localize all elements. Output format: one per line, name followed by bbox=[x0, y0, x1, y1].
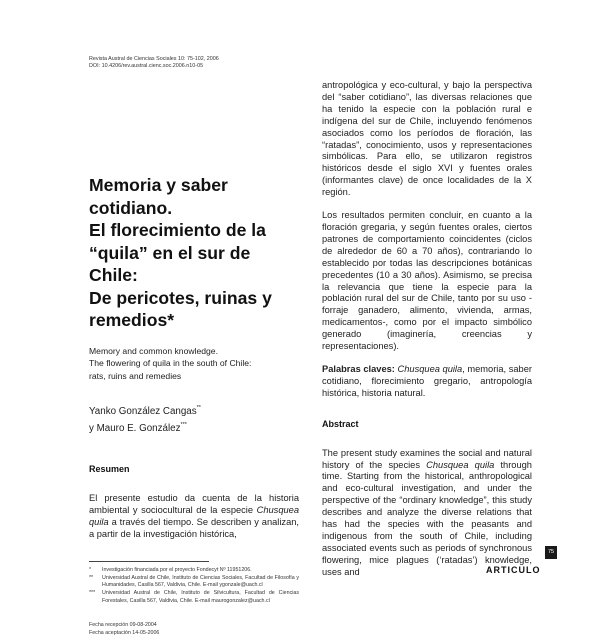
english-title bbox=[89, 345, 299, 383]
species-name: Chusquea quila bbox=[426, 459, 495, 470]
doi-line: DOI: 10.4206/rev.austral.cienc.soc.2006.n10-05 bbox=[89, 63, 204, 69]
title-line: “quila” en el sur de Chile: bbox=[89, 242, 251, 285]
title-line: De pericotes, ruinas y bbox=[89, 287, 272, 308]
species-name: Chusquea quila bbox=[89, 505, 299, 527]
title-line: Memoria y saber bbox=[89, 175, 228, 195]
keywords-label: Palabras claves: bbox=[322, 363, 398, 374]
title-line: remedios* bbox=[89, 310, 175, 330]
authors-block bbox=[89, 402, 299, 435]
submission-dates bbox=[89, 621, 299, 637]
page-number-badge: 75 bbox=[545, 546, 557, 559]
abstract-text: The present study examines the social and natural history of the species Chusquea quila through time. Starting from the historical, anthropological and eco-cultural investigation, and under the perspective of the “ordinary knowledge”, this study describes and analyze the diverse relations that has had the species with the peasants and indigenous from the south of Chile, including associated events such as periods of synchronous flowering, mice plagues (‘ratadas’) knowledge, uses and bbox=[322, 447, 532, 577]
footnote: * Investigación financiada por el proyecto Fondecyt Nº 11951206. bbox=[89, 566, 252, 573]
author-2-footnote-mark: *** bbox=[180, 421, 187, 428]
footnote-mark: * bbox=[89, 566, 92, 573]
author-1: Yanko González Cangas** bbox=[89, 405, 201, 417]
footnotes bbox=[89, 567, 299, 605]
journal-citation: Revista Austral de Ciencias Sociales 10: 75-102, 2006 bbox=[89, 56, 219, 62]
footnote: ** Universidad Austral de Chile, Instituto de Ciencias Sociales, Facultad de Filosofía y Humanidades, Casilla 567, Valdivia, Chile. E-mail ygonzale@uach.cl bbox=[89, 575, 299, 589]
footnote-mark: ** bbox=[89, 575, 94, 582]
article-title bbox=[89, 174, 299, 332]
received-date: Fecha recepción 09-08-2004 bbox=[89, 621, 157, 628]
title-line: El florecimiento de la bbox=[89, 220, 266, 240]
subtitle-line: Memory and common knowledge. bbox=[89, 345, 218, 356]
footnote-mark: *** bbox=[89, 590, 96, 597]
resumen-results: Los resultados permiten concluir, en cuanto a la floración gregaria, y según fuentes orales, ciertos patrones de comportamiento coincidentes (ciclos de alrededor de 60 a 70 años), contrariando lo establecido por todas las descripciones botánicas precedentes (10 a 30 años). Asimismo, se precisa la relevancia que tiene la especie para la población rural del sur de Chile, tanto por su uso -forraje ganadero, alimento, vivienda, armas, medicamentos-, como por el impacto simbólico generado (imaginería, creencias y representaciones). bbox=[322, 210, 532, 352]
author-1-footnote-mark: ** bbox=[196, 405, 201, 411]
resumen-continued: antropológica y eco-cultural, y bajo la perspectiva del “saber cotidiano”, las diversas relaciones que ha tenido la especie con la población rural e indígena del sur de Chile, incluyendo fenómenos asociados como los períodos de floración, las “ratadas”, conocimiento, usos y representaciones simbólicas. Para ello, se utilizaron registros históricos desde el siglo XVI y fuentes orales (informantes clave) de once localidades de la X región. bbox=[322, 80, 532, 198]
abstract-heading: Abstract bbox=[322, 418, 359, 429]
accepted-date: Fecha aceptación 14-05-2006 bbox=[89, 629, 160, 636]
author-2: y Mauro E. González*** bbox=[89, 421, 187, 434]
left-column bbox=[89, 56, 299, 637]
right-column bbox=[322, 80, 532, 579]
keywords: Palabras claves: Chusquea quila, memoria, saber cotidiano, florecimiento gregario, antropología histórica, historia natural. bbox=[322, 363, 532, 398]
resumen-heading: Resumen bbox=[89, 464, 130, 475]
footnote-divider bbox=[89, 561, 209, 562]
section-label: ARTICULO bbox=[486, 565, 541, 575]
keyword-species: Chusquea quila bbox=[397, 363, 463, 374]
footnote: *** Universidad Austral de Chile, Instituto de Silvicultura, Facultad de Ciencias Forestales, Casilla 567, Valdivia, Chile. E-mail maurogonzalez@uach.cl bbox=[89, 590, 299, 604]
subtitle-line: rats, ruins and remedies bbox=[89, 370, 182, 381]
subtitle-line: The flowering of quila in the south of Chile: bbox=[89, 358, 252, 368]
resumen-text: El presente estudio da cuenta de la historia ambiental y sociocultural de la especie Chusquea quila a través del tiempo. Se describen y analizan, a partir de la investigación histórica, bbox=[89, 493, 299, 539]
title-line: cotidiano. bbox=[89, 197, 173, 218]
